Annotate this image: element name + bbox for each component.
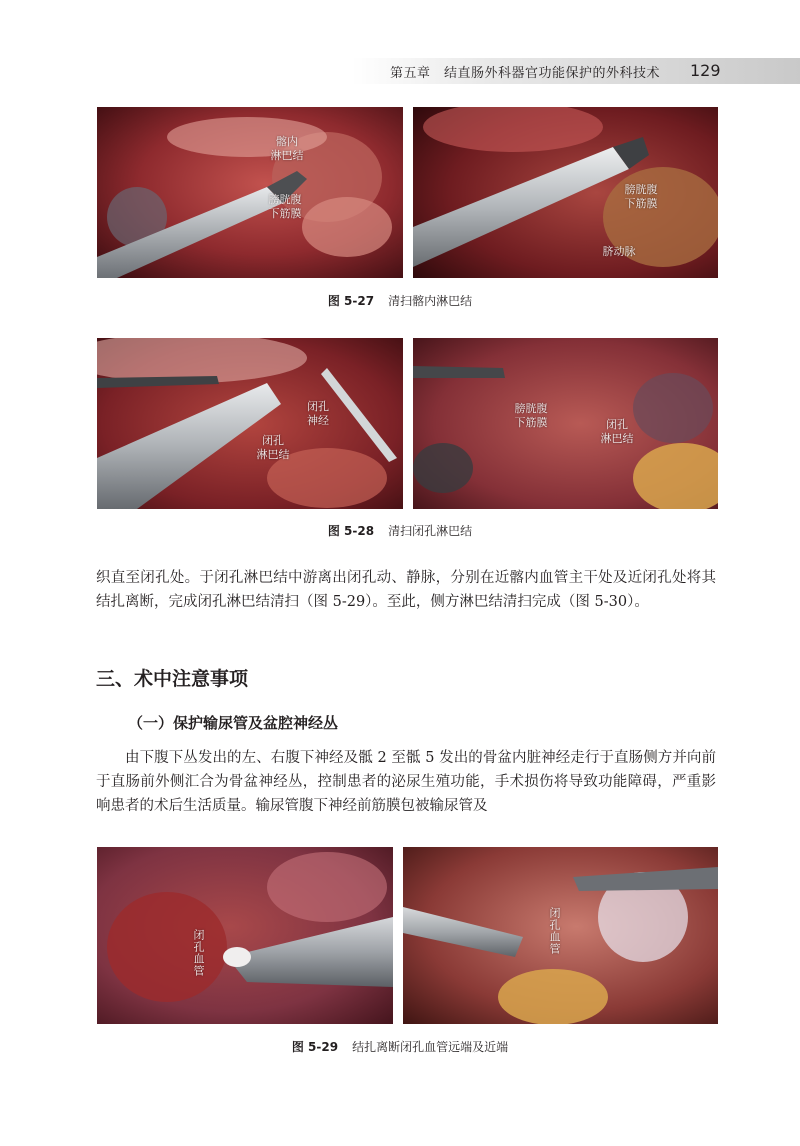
figure-5-28-right-photo — [413, 338, 718, 509]
figure-5-28-caption — [0, 522, 800, 539]
label-vesicohypogastric-fascia: 膀胱腹 下筋膜 — [514, 402, 548, 429]
figure-5-27-caption — [0, 292, 800, 309]
figure-5-29-caption — [0, 1038, 800, 1055]
figure-5-27-left-photo — [97, 107, 403, 278]
chapter-title: 第五章 结直肠外科器官功能保护的外科技术 — [390, 66, 661, 81]
label-iliac-lymph-node: 髂内 淋巴结 — [270, 135, 304, 162]
figure-caption-text: 清扫髂内淋巴结 — [388, 294, 473, 308]
figure-5-29-right-photo — [403, 847, 718, 1024]
label-obturator-lymph-node: 闭孔 淋巴结 — [256, 434, 290, 461]
figure-5-28-left-photo — [97, 338, 403, 509]
figure-number: 图 5-28 — [327, 524, 375, 538]
label-obturator-vessels: 闭孔血管 — [548, 907, 561, 955]
label-obturator-nerve: 闭孔 神经 — [307, 400, 329, 427]
subsection-heading: （一）保护输尿管及盆腔神经丛 — [128, 714, 339, 732]
section-heading: 三、术中注意事项 — [96, 668, 249, 690]
page-number: 129 — [690, 61, 721, 80]
running-header — [0, 56, 800, 86]
label-obturator-vessels: 闭孔血管 — [192, 929, 205, 977]
label-vesicohypogastric-fascia: 膀胱腹 下筋膜 — [624, 183, 658, 210]
figure-caption-text: 结扎离断闭孔血管远端及近端 — [352, 1040, 509, 1054]
figure-5-29-left-photo — [97, 847, 393, 1024]
body-paragraph-1: 织直至闭孔处。于闭孔淋巴结中游离出闭孔动、静脉，分别在近髂内血管主干处及近闭孔处将其结扎离断，完成闭孔淋巴结清扫（图 5-29）。至此，侧方淋巴结清扫完成（图 5-30）。 — [96, 570, 716, 610]
figure-5-27-right-photo — [413, 107, 718, 278]
figure-number: 图 5-27 — [327, 294, 375, 308]
label-umbilical-artery: 脐动脉 — [602, 245, 636, 258]
label-obturator-lymph-node: 闭孔 淋巴结 — [600, 418, 634, 445]
figure-caption-text: 清扫闭孔淋巴结 — [388, 524, 473, 538]
label-vesicohypogastric-fascia: 膀胱腹 下筋膜 — [268, 193, 302, 220]
figure-number: 图 5-29 — [291, 1040, 339, 1054]
body-paragraph-2: 由下腹下丛发出的左、右腹下神经及骶 2 至骶 5 发出的骨盆内脏神经走行于直肠侧方并向前于直肠前外侧汇合为骨盆神经丛，控制患者的泌尿生殖功能，手术损伤将导致功能障碍，严重影响患者的术后生活质量。输尿管腹下神经前筋膜包被输尿管及 — [96, 750, 716, 814]
